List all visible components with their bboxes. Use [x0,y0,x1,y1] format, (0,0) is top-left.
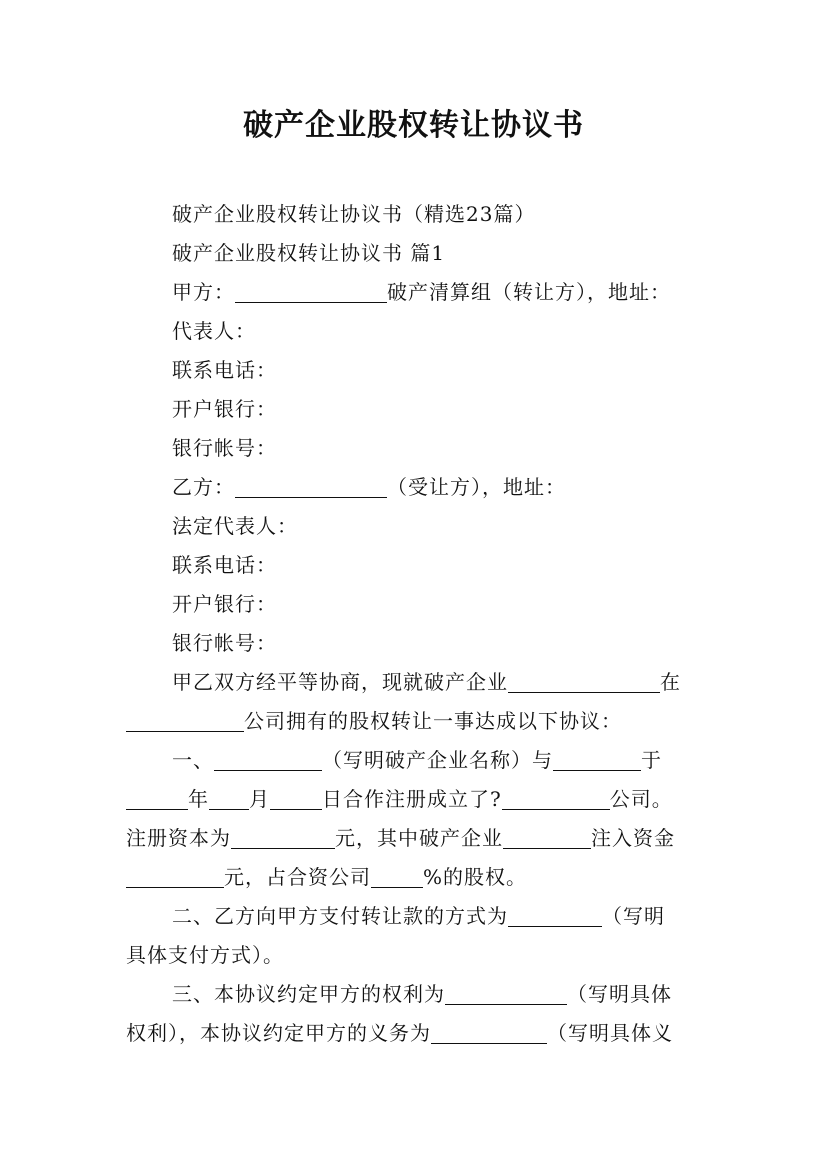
year-blank [126,789,188,810]
obligations-blank [431,1023,547,1044]
party-b-representative: 法定代表人： [172,514,298,538]
clause-1-text-c: 日合作注册成立了? [322,787,502,811]
party-b-bank: 开户银行： [172,592,277,616]
day-blank [270,789,322,810]
joint-company-blank [502,789,610,810]
party-a-bank: 开户银行： [172,397,277,421]
document-title: 破产企业股权转让协议书 [243,108,584,143]
party-a-label: 甲方： [172,280,235,304]
clause-1-line-1 [172,744,662,773]
party-a-account: 银行帐号： [172,436,277,460]
company-blank [126,711,244,732]
share-percent-blank [371,867,423,888]
clause-3-text-a: 三、本协议约定甲方的权利为 [172,982,445,1006]
bankrupt-enterprise-blank [503,828,591,849]
year-label: 年 [188,787,209,811]
capital-injection-blank [126,867,224,888]
clause-1-text-h: 元，占合资公司 [224,865,371,889]
clause-1-line-2 [126,783,673,812]
party-b-label: 乙方： [172,475,235,499]
party-a-representative: 代表人： [172,319,256,343]
clause-3-line-2 [126,1017,673,1046]
document-subtitle: 破产企业股权转让协议书（精选23篇） [172,202,536,226]
clause-3-line-1 [172,978,672,1007]
party-b-line [172,471,566,500]
month-blank [209,789,249,810]
clause-1-text-g: 注入资金 [591,826,675,850]
intro-line-1 [172,666,681,695]
clause-1-text-a: （写明破产企业名称）与 [322,748,553,772]
month-label: 月 [249,787,270,811]
clause-2-line-2: 具体支付方式）。 [126,943,284,967]
section-heading: 破产企业股权转让协议书 篇1 [172,241,446,265]
party-b-phone: 联系电话： [172,553,277,577]
clause-1-line-3 [126,822,675,851]
clause-1-text-f: 元，其中破产企业 [335,826,503,850]
clause-1-text-b: 于 [641,748,662,772]
intro-text-3: 公司拥有的股权转让一事达成以下协议： [244,709,622,733]
clause-1-line-4 [126,861,527,890]
enterprise-name-blank [214,750,322,771]
registered-capital-blank [231,828,335,849]
intro-line-2 [126,705,622,734]
clause-2-text-a: 二、乙方向甲方支付转让款的方式为 [172,904,508,928]
clause-2-text-b: （写明 [602,904,665,928]
party-a-line [172,276,671,305]
clause-1-text-e: 注册资本为 [126,826,231,850]
party-a-suffix: 破产清算组（转让方），地址： [387,280,671,304]
clause-2-line-1 [172,900,665,929]
party-a-name-blank [235,282,387,303]
party-a-phone: 联系电话： [172,358,277,382]
party-b-suffix: （受让方），地址： [387,475,566,499]
party-b-account: 银行帐号： [172,631,277,655]
intro-text-1: 甲乙双方经平等协商，现就破产企业 [172,670,508,694]
rights-blank [445,984,567,1005]
party-b-name-blank [235,477,387,498]
clause-1-text-d: 公司。 [609,787,673,811]
clause-3-text-c: 权利），本协议约定甲方的义务为 [126,1021,431,1045]
clause-3-text-d: （写明具体义 [547,1021,673,1045]
payment-method-blank [508,906,602,927]
partner-blank [553,750,641,771]
clause-3-text-b: （写明具体 [567,982,672,1006]
enterprise-blank [508,672,660,693]
clause-1-text-i: %的股权。 [423,865,528,889]
clause-1-number: 一、 [172,748,214,772]
intro-text-2: 在 [660,670,681,694]
